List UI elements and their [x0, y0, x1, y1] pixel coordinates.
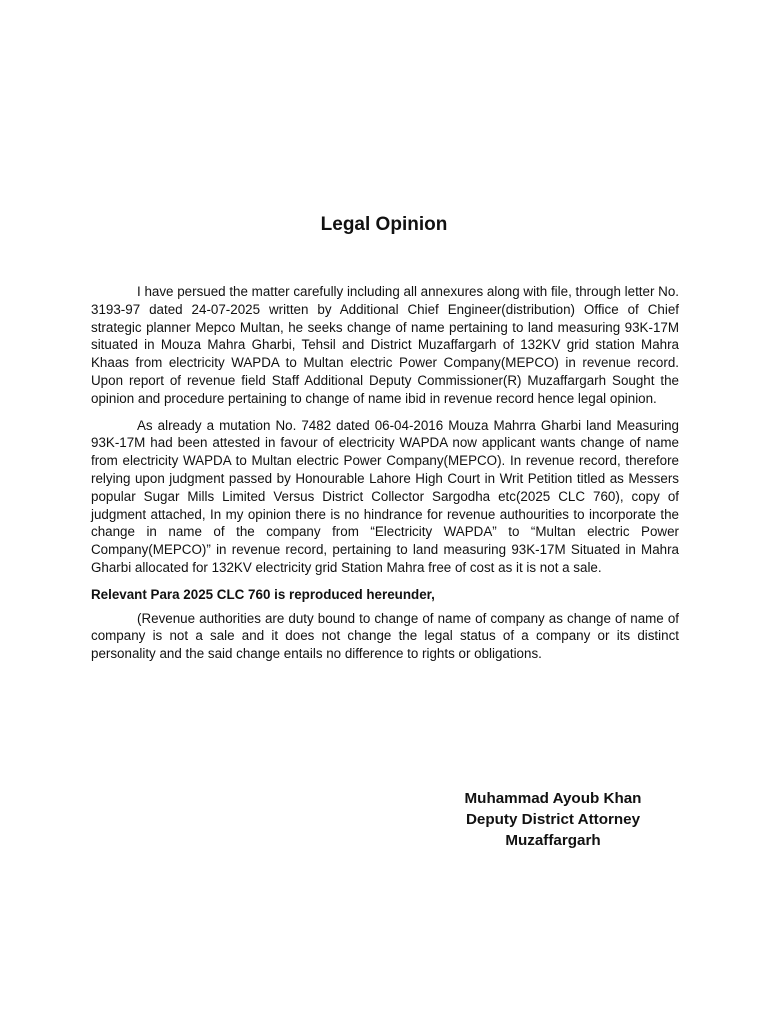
signatory-location: Muzaffargarh — [505, 832, 601, 849]
signatory-name: Muhammad Ayoub Khan — [464, 790, 642, 807]
relevant-para-heading: Relevant Para 2025 CLC 760 is reproduced hereunder, — [91, 586, 435, 602]
document-title: Legal Opinion — [320, 214, 448, 235]
signature-block — [440, 788, 666, 851]
paragraph-1: I have persued the matter carefully including all annexures along with file, through letter No. 3193-97 dated 24-07-2025 written by Additional Chief Engineer(distribution) Office of Chief strategic planner Mepco Multan, he seeks change of name pertaining to land measuring 93K-17M situated in Mouza Mahra Gharbi, Tehsil and District Muzaffargarh of 132KV grid station Mahra Khaas from electricity WAPDA to Multan electric Power Company(MEPCO) in revenue record. Upon report of revenue field Staff Additional Deputy Commissioner(R) Muzaffargarh Sought the opinion and procedure pertaining to change of name ibid in revenue record hence legal opinion. — [91, 284, 679, 406]
signatory-designation: Deputy District Attorney — [465, 811, 641, 828]
paragraph-2: As already a mutation No. 7482 dated 06-04-2016 Mouza Mahrra Gharbi land Measuring 93K-17M had been attested in favour of electricity WAPDA now applicant wants change of name from electricity WAPDA to Multan electric Power Company(MEPCO). In revenue record, therefore relying upon judgment passed by Honourable Lahore High Court in Writ Petition titled as Messers popular Sugar Mills Limited Versus District Collector Sargodha etc(2025 CLC 760), copy of judgment attached, In my opinion there is no hindrance for revenue authourities to incorporate the change in name of the company from “Electricity WAPDA” to “Multan electric Power Company(MEPCO)” in revenue record, pertaining to land measuring 93K-17M Situated in Mahra Gharbi allocated for 132KV electricity grid Station Mahra free of cost as it is not a sale. — [91, 417, 679, 575]
document-body — [91, 283, 679, 672]
quoted-paragraph: (Revenue authorities are duty bound to change of name of company as change of name of company is not a sale and it does not change the legal status of a company or its distinct personality and the said change entails no difference to rights or obligations. — [91, 610, 679, 662]
